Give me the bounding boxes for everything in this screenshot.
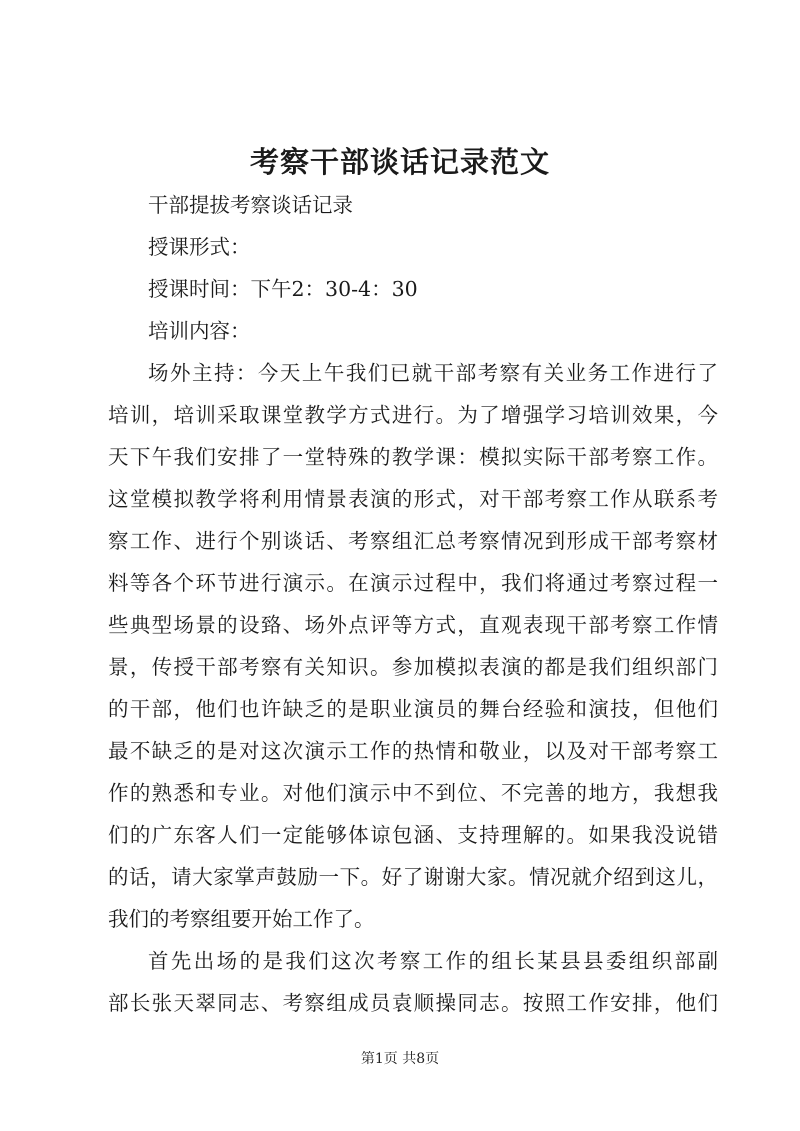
document-title: 考察干部谈话记录范文 bbox=[249, 145, 550, 179]
document-body bbox=[108, 184, 718, 1024]
text-line: 们的广东客人们一定能够体谅包涵、支持理解的。如果我没说错 bbox=[108, 823, 718, 847]
text-line: 培训内容： bbox=[148, 319, 251, 343]
text-line: 些典型场景的设臵、场外点评等方式，直观表现干部考察工作情 bbox=[108, 613, 718, 637]
text-line: 天下午我们安排了一堂特殊的教学课：模拟实际干部考察工作。 bbox=[108, 445, 718, 469]
text-line: 场外主持：今天上午我们已就干部考察有关业务工作进行了 bbox=[148, 361, 718, 385]
text-line: 的干部，他们也许缺乏的是职业演员的舞台经验和演技，但他们 bbox=[108, 697, 718, 721]
text-line: 干部提拔考察谈话记录 bbox=[148, 193, 353, 217]
text-line: 我们的考察组要开始工作了。 bbox=[108, 907, 375, 931]
page-number: 第1页 共8页 bbox=[360, 1051, 440, 1067]
text-line: 部长张天翠同志、考察组成员袁顺操同志。按照工作安排，他们 bbox=[108, 991, 718, 1015]
text-line: 培训，培训采取课堂教学方式进行。为了增强学习培训效果，今 bbox=[108, 403, 718, 427]
text-line: 察工作、进行个别谈话、考察组汇总考察情况到形成干部考察材 bbox=[108, 529, 718, 553]
text-line: 景，传授干部考察有关知识。参加模拟表演的都是我们组织部门 bbox=[108, 655, 718, 679]
text-line: 的话，请大家掌声鼓励一下。好了谢谢大家。情况就介绍到这儿， bbox=[108, 865, 718, 889]
text-line: 料等各个环节进行演示。在演示过程中，我们将通过考察过程一 bbox=[108, 571, 718, 595]
text-line: 最不缺乏的是对这次演示工作的热情和敬业，以及对干部考察工 bbox=[108, 739, 718, 763]
text-line: 作的熟悉和专业。对他们演示中不到位、不完善的地方，我想我 bbox=[108, 781, 718, 805]
text-line: 首先出场的是我们这次考察工作的组长某县县委组织部副 bbox=[148, 949, 718, 973]
text-line: 这堂模拟教学将利用情景表演的形式，对干部考察工作从联系考 bbox=[108, 487, 718, 511]
text-line: 授课时间：下午2：30-4：30 bbox=[148, 277, 418, 301]
text-line: 授课形式： bbox=[148, 235, 251, 259]
